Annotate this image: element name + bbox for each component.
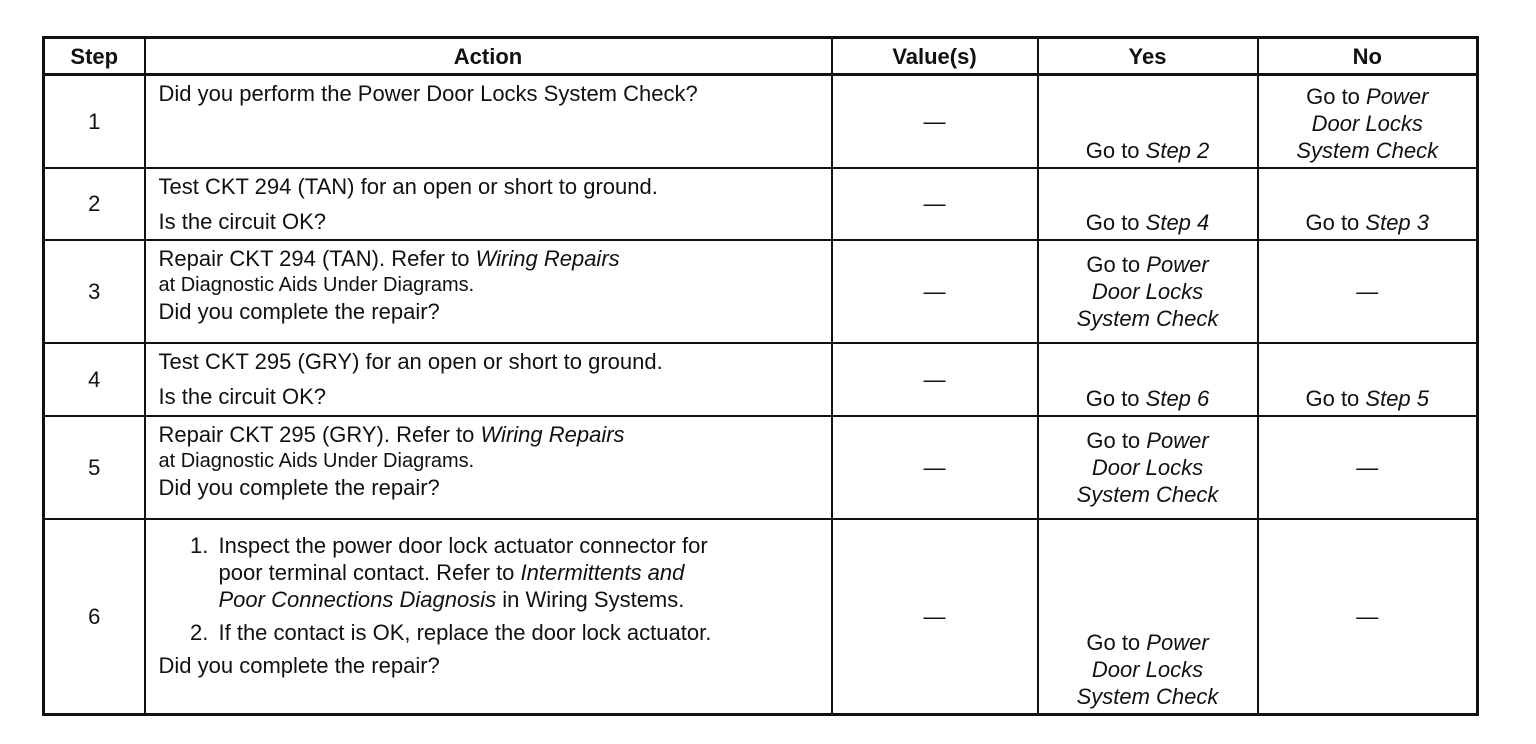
header-values: Value(s) [832, 38, 1038, 75]
yes-cell [1038, 416, 1258, 519]
table-row [44, 75, 1478, 168]
no-link-line-3[interactable]: System Check [1296, 137, 1439, 163]
action-text: Repair CKT 294 (TAN). Refer to [158, 245, 476, 271]
value-cell [832, 240, 1038, 343]
action-text: in Wiring Systems. [496, 586, 685, 612]
table-row [44, 343, 1478, 416]
yes-cell [1038, 240, 1258, 343]
poor-connections-link[interactable]: Poor Connections Diagnosis [218, 586, 497, 612]
yes-link-line-1[interactable]: Power [1146, 630, 1209, 655]
no-cell [1258, 75, 1478, 168]
action-question: Did you complete the repair? [158, 298, 440, 324]
action-cell [145, 416, 832, 519]
yes-link-line-2[interactable]: Door Locks [1091, 278, 1204, 304]
step-number: 6 [44, 519, 145, 715]
no-prefix: Go to [1305, 209, 1366, 235]
yes-prefix: Go to [1086, 427, 1147, 453]
value-cell [832, 416, 1038, 519]
header-row [44, 38, 1478, 75]
yes-link-line-3[interactable]: System Check [1076, 684, 1219, 709]
wiring-repairs-link[interactable]: Wiring Repairs [475, 245, 620, 271]
dash: — [923, 191, 946, 216]
action-text: at Diagnostic Aids Under Diagrams. [158, 449, 475, 472]
dash: — [923, 108, 946, 134]
value-cell [832, 75, 1038, 168]
yes-prefix: Go to [1086, 630, 1147, 655]
diagnostic-table [42, 36, 1479, 716]
action-cell [145, 168, 832, 240]
yes-link-line-2[interactable]: Door Locks [1091, 454, 1204, 480]
value-cell [832, 168, 1038, 240]
action-text: 2. If the contact is OK, replace the door lock actuator. [218, 619, 712, 645]
yes-link-line-3[interactable]: System Check [1076, 305, 1219, 331]
action-text: Did you perform the Power Door Locks System Check? [158, 81, 698, 106]
action-cell [145, 343, 832, 416]
no-link-line-2[interactable]: Door Locks [1311, 110, 1423, 136]
no-cell [1258, 168, 1478, 240]
list-item [215, 532, 821, 613]
yes-cell [1038, 75, 1258, 168]
value-cell [832, 519, 1038, 715]
action-text: poor terminal contact. Refer to [218, 559, 521, 585]
yes-link[interactable]: Step 4 [1145, 209, 1210, 235]
no-prefix: Go to [1305, 385, 1366, 411]
dash: — [923, 603, 946, 629]
yes-cell [1038, 519, 1258, 715]
action-cell [145, 240, 832, 343]
dash: — [1356, 278, 1379, 304]
no-cell [1258, 416, 1478, 519]
action-question: Did you complete the repair? [158, 474, 440, 500]
no-cell [1258, 519, 1478, 715]
action-question: Did you complete the repair? [158, 652, 440, 678]
dash: — [923, 366, 946, 392]
action-cell [145, 75, 832, 168]
yes-prefix: Go to [1086, 251, 1147, 277]
header-no: No [1258, 38, 1478, 75]
step-number: 5 [44, 416, 145, 519]
yes-link[interactable]: Step 6 [1145, 385, 1210, 411]
yes-link-line-2[interactable]: Door Locks [1091, 657, 1204, 682]
action-text: Repair CKT 295 (GRY). Refer to [158, 421, 481, 447]
header-step: Step [44, 38, 145, 75]
table-row [44, 416, 1478, 519]
action-steps-list [159, 532, 821, 646]
header-action: Action [145, 38, 832, 75]
action-question: Is the circuit OK? [158, 383, 327, 409]
no-link[interactable]: Step 3 [1365, 209, 1430, 235]
dash: — [923, 454, 946, 480]
action-text: at Diagnostic Aids Under Diagrams. [158, 273, 475, 296]
dash: — [1356, 454, 1379, 480]
no-cell [1258, 240, 1478, 343]
no-prefix: Go to [1306, 83, 1367, 109]
step-number: 4 [44, 343, 145, 416]
yes-cell [1038, 343, 1258, 416]
action-cell [145, 519, 832, 715]
dash: — [1356, 603, 1379, 629]
yes-prefix: Go to [1085, 209, 1146, 235]
yes-link-line-1[interactable]: Power [1146, 427, 1209, 453]
yes-cell [1038, 168, 1258, 240]
intermittents-link[interactable]: Intermittents and [520, 559, 685, 585]
no-cell [1258, 343, 1478, 416]
yes-prefix: Go to [1085, 385, 1146, 411]
yes-prefix: Go to [1085, 137, 1146, 163]
value-cell [832, 343, 1038, 416]
yes-link[interactable]: Step 2 [1145, 137, 1210, 163]
action-text: Test CKT 295 (GRY) for an open or short to ground. [158, 348, 663, 374]
action-text: Test CKT 294 (TAN) for an open or short to ground. [158, 173, 658, 199]
table-row [44, 168, 1478, 240]
no-link[interactable]: Step 5 [1365, 385, 1430, 411]
table-row [44, 240, 1478, 343]
action-text: 1. Inspect the power door lock actuator connector for [218, 532, 708, 558]
step-number: 2 [44, 168, 145, 240]
yes-link-line-3[interactable]: System Check [1076, 481, 1219, 507]
action-question: Is the circuit OK? [158, 208, 327, 234]
yes-link-line-1[interactable]: Power [1146, 251, 1209, 277]
step-number: 1 [44, 75, 145, 168]
header-yes: Yes [1038, 38, 1258, 75]
step-number: 3 [44, 240, 145, 343]
table-row [44, 519, 1478, 715]
list-item [215, 619, 821, 646]
wiring-repairs-link[interactable]: Wiring Repairs [480, 421, 625, 447]
dash: — [923, 278, 946, 304]
no-link-line-1[interactable]: Power [1366, 83, 1429, 109]
